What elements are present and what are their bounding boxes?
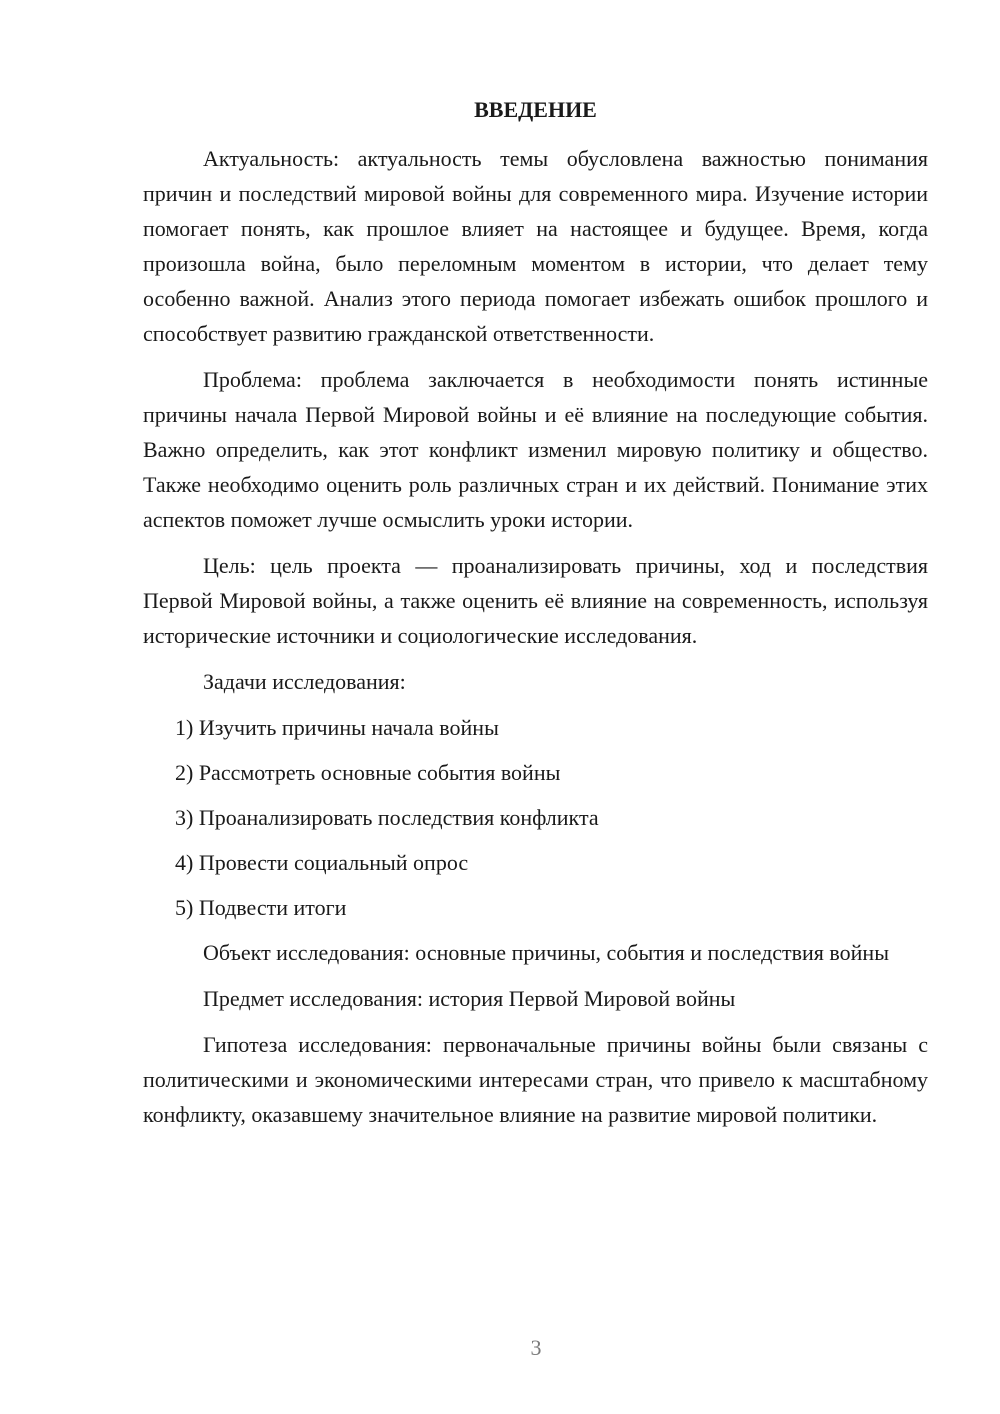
tasks-list: [143, 710, 928, 925]
page-number: 3: [530, 1335, 542, 1360]
problem-paragraph: Проблема: проблема заключается в необходимости понять истинные причины начала Первой Мировой войны и её влияние на последующие события. Важно определить, как этот конфликт изменил мировую политику и общество. Также необходимо оценить роль различных стран и их действий. Понимание этих аспектов поможет лучше осмыслить уроки истории.: [143, 367, 928, 532]
hypothesis-paragraph: Гипотеза исследования: первоначальные причины войны были связаны с политическими и экономическими интересами стран, что привело к масштабному конфликту, оказавшему значительное влияние на развитие мировой политики.: [143, 1032, 928, 1127]
subject-paragraph: Предмет исследования: история Первой Мировой войны: [203, 986, 736, 1011]
list-item: 1) Изучить причины начала войны: [175, 715, 499, 740]
tasks-label: Задачи исследования:: [203, 669, 406, 694]
page-content: [143, 92, 928, 1143]
section-heading: ВВЕДЕНИЕ: [474, 97, 597, 122]
goal-paragraph: Цель: цель проекта — проанализировать причины, ход и последствия Первой Мировой войны, а также оценить её влияние на современность, используя исторические источники и социологические исследования.: [143, 553, 928, 648]
list-item: 4) Провести социальный опрос: [175, 850, 469, 875]
list-item: 5) Подвести итоги: [175, 895, 347, 920]
relevance-paragraph: Актуальность: актуальность темы обусловлена важностью понимания причин и последствий мировой войны для современного мира. Изучение истории помогает понять, как прошлое влияет на настоящее и будущее. Время, когда произошла война, было переломным моментом в истории, что делает тему особенно важной. Анализ этого периода помогает избежать ошибок прошлого и способствует развитию гражданской ответственности.: [143, 146, 928, 346]
list-item: 2) Рассмотреть основные события войны: [175, 760, 561, 785]
object-paragraph: Объект исследования: основные причины, события и последствия войны: [203, 940, 889, 965]
list-item: 3) Проанализировать последствия конфликта: [175, 805, 599, 830]
